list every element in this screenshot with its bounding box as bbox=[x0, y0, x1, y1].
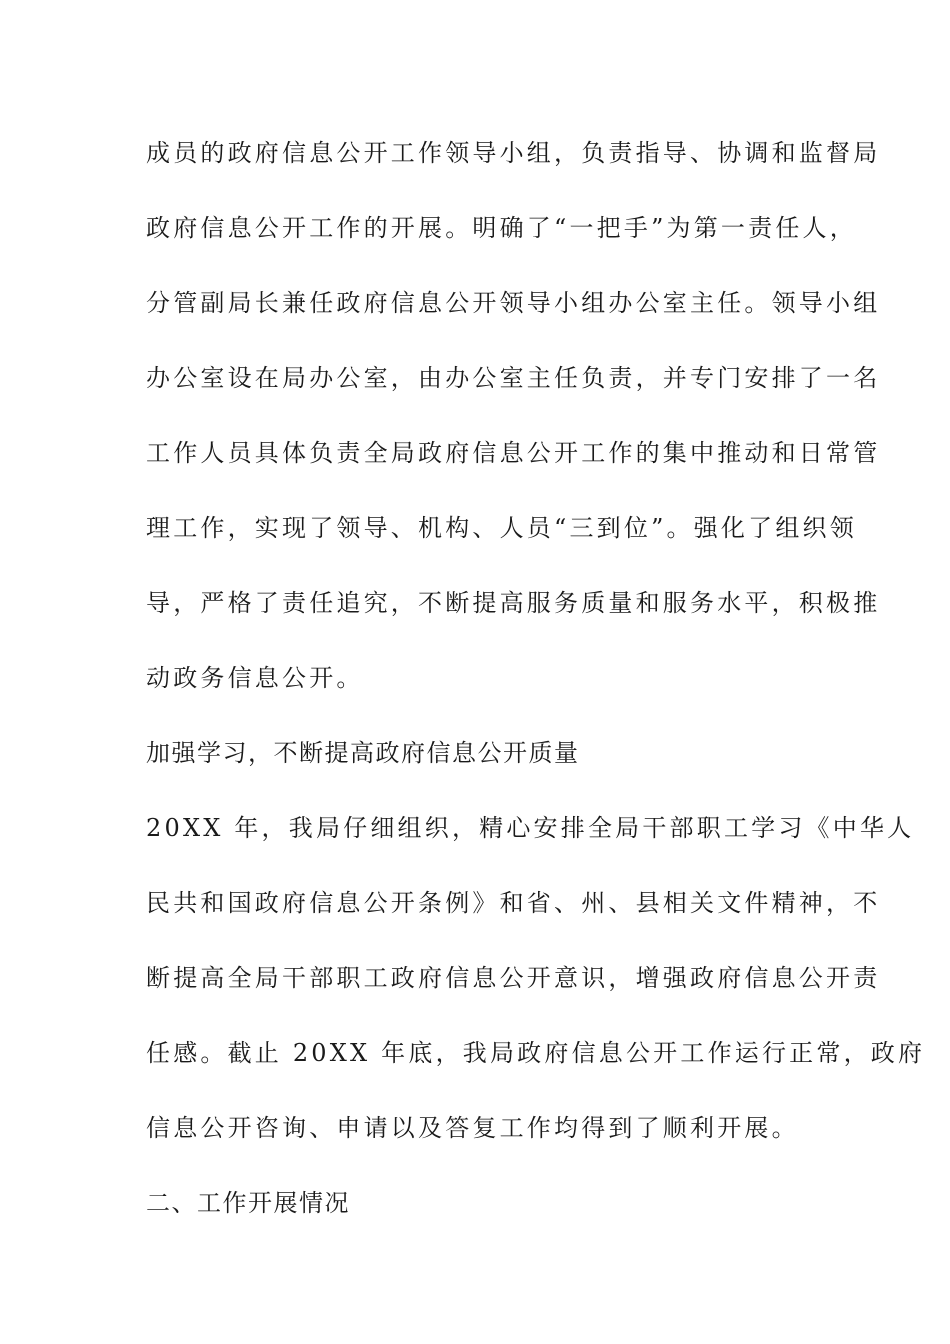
paragraph-line: 民共和国政府信息公开条例》和省、州、县相关文件精神，不 bbox=[146, 889, 881, 917]
paragraph-line: 信息公开咨询、申请以及答复工作均得到了顺利开展。 bbox=[146, 1114, 799, 1142]
paragraph-line: 断提高全局干部职工政府信息公开意识，增强政府信息公开责 bbox=[146, 964, 881, 992]
paragraph-line: 办公室设在局办公室，由办公室主任负责，并专门安排了一名 bbox=[146, 364, 881, 392]
paragraph-line: 任感。截止 20XX 年底，我局政府信息公开工作运行正常，政府 bbox=[146, 1039, 926, 1067]
paragraph-line: 理工作，实现了领导、机构、人员“三到位”。强化了组织领 bbox=[146, 514, 857, 542]
paragraph-line: 政府信息公开工作的开展。明确了“一把手”为第一责任人， bbox=[146, 214, 857, 242]
paragraph-line: 成员的政府信息公开工作领导小组，负责指导、协调和监督局 bbox=[146, 139, 881, 167]
section-heading: 二、工作开展情况 bbox=[146, 1189, 350, 1217]
paragraph-line: 动政务信息公开。 bbox=[146, 664, 364, 692]
paragraph-line: 20XX 年，我局仔细组织，精心安排全局干部职工学习《中华人 bbox=[146, 814, 915, 842]
section-heading: 加强学习，不断提高政府信息公开质量 bbox=[146, 739, 580, 767]
paragraph-line: 导，严格了责任追究，不断提高服务质量和服务水平，积极推 bbox=[146, 589, 881, 617]
paragraph-line: 分管副局长兼任政府信息公开领导小组办公室主任。领导小组 bbox=[146, 289, 881, 317]
paragraph-line: 工作人员具体负责全局政府信息公开工作的集中推动和日常管 bbox=[146, 439, 881, 467]
